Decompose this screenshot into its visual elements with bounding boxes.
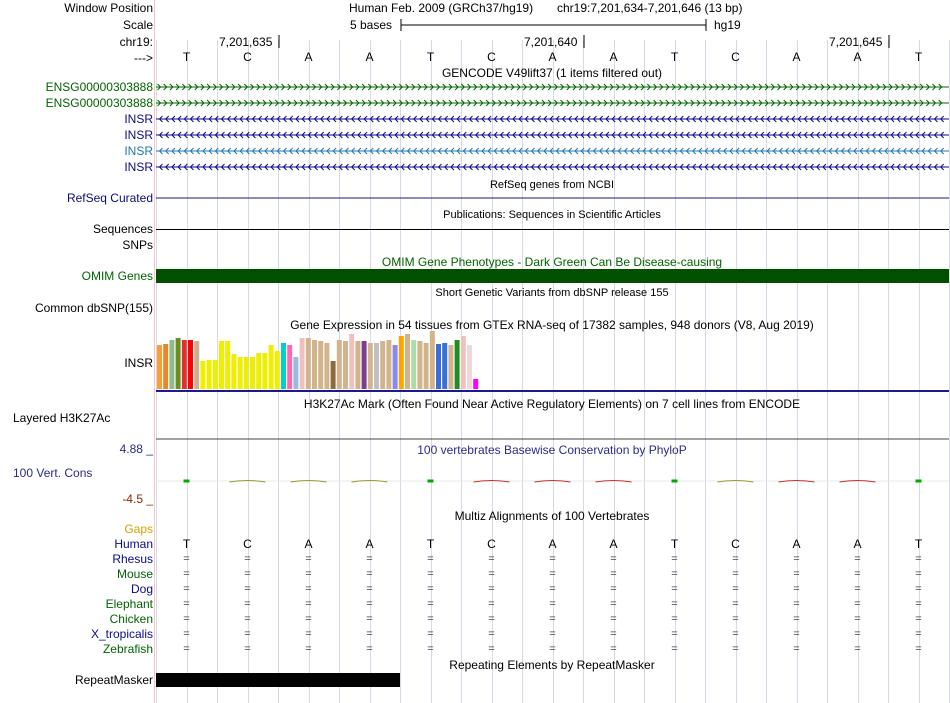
gtex-tissue-bar[interactable]	[281, 343, 286, 389]
species-label[interactable]: Human	[114, 537, 153, 551]
base-letter: C	[243, 50, 252, 64]
conservation-mark[interactable]	[916, 480, 922, 483]
omim-label[interactable]: OMIM Genes	[81, 269, 153, 283]
repeatmasker-title[interactable]: Repeating Elements by RepeatMasker	[449, 658, 655, 672]
species-label[interactable]: Dog	[130, 582, 153, 596]
species-label[interactable]: Elephant	[105, 597, 153, 611]
alignment-match-mark: =	[854, 628, 861, 640]
scale-label: Scale	[122, 18, 153, 32]
alignment-match-mark: =	[366, 613, 373, 625]
gtex-tissue-bar[interactable]	[200, 361, 205, 389]
gtex-tissue-bar[interactable]	[231, 354, 236, 389]
alignment-match-mark: =	[793, 553, 800, 565]
gtex-tissue-bar[interactable]	[250, 357, 255, 389]
repeatmasker-label[interactable]: RepeatMasker	[74, 673, 153, 687]
gtex-tissue-bar[interactable]	[362, 341, 367, 389]
alignment-match-mark: =	[366, 553, 373, 565]
human-base-letter: C	[731, 537, 740, 551]
gencode-gene-label[interactable]: INSR	[124, 112, 153, 126]
alignment-match-mark: =	[488, 613, 495, 625]
gtex-tissue-bar[interactable]	[225, 341, 230, 389]
gtex-tissue-bar[interactable]	[399, 336, 404, 389]
alignment-match-mark: =	[915, 553, 922, 565]
alignment-match-mark: =	[610, 553, 617, 565]
base-letter: C	[487, 50, 496, 64]
omim-feature-bar[interactable]	[156, 269, 949, 283]
gencode-gene-label[interactable]: INSR	[124, 128, 153, 142]
gtex-tissue-bar[interactable]	[405, 334, 410, 389]
alignment-match-mark: =	[610, 643, 617, 655]
h3k27ac-label[interactable]: Layered H3K27Ac	[13, 411, 111, 425]
gtex-tissue-bar[interactable]	[318, 341, 323, 389]
gtex-tissue-bar[interactable]	[368, 343, 373, 389]
alignment-match-mark: =	[244, 613, 251, 625]
alignment-match-mark: =	[671, 628, 678, 640]
gencode-gene-label[interactable]: ENSG00000303888	[45, 96, 153, 110]
base-letter: A	[548, 50, 557, 64]
alignment-match-mark: =	[549, 553, 556, 565]
gtex-tissue-bar[interactable]	[473, 379, 478, 389]
alignment-match-mark: =	[854, 553, 861, 565]
gtex-tissue-bar[interactable]	[262, 353, 267, 389]
human-base-letter: A	[548, 537, 557, 551]
multiz-title[interactable]: Multiz Alignments of 100 Vertebrates	[454, 509, 650, 523]
gtex-tissue-bar[interactable]	[194, 341, 199, 389]
alignment-match-mark: =	[183, 628, 190, 640]
gtex-tissue-bar[interactable]	[393, 345, 398, 389]
alignment-match-mark: =	[244, 643, 251, 655]
tick-label: 7,201,640	[524, 35, 578, 49]
alignment-match-mark: =	[915, 568, 922, 580]
gtex-tissue-bar[interactable]	[269, 345, 274, 389]
alignment-match-mark: =	[793, 568, 800, 580]
alignment-match-mark: =	[549, 643, 556, 655]
alignment-match-mark: =	[183, 568, 190, 580]
alignment-match-mark: =	[488, 568, 495, 580]
gtex-tissue-bar[interactable]	[349, 334, 354, 389]
gtex-tissue-bar[interactable]	[461, 336, 466, 389]
alignment-match-mark: =	[488, 628, 495, 640]
dbsnp-label[interactable]: Common dbSNP(155)	[34, 301, 153, 315]
base-letter: A	[365, 50, 374, 64]
alignment-match-mark: =	[915, 598, 922, 610]
gtex-tissue-bar[interactable]	[219, 341, 224, 389]
alignment-match-mark: =	[244, 628, 251, 640]
conservation-max-label: 4.88 _	[119, 442, 153, 456]
alignment-match-mark: =	[610, 613, 617, 625]
alignment-match-mark: =	[488, 583, 495, 595]
base-letter: A	[853, 50, 862, 64]
chrom-label: chr19:	[119, 35, 153, 49]
alignment-match-mark: =	[854, 598, 861, 610]
alignment-match-mark: =	[244, 583, 251, 595]
human-base-letter: T	[670, 537, 679, 551]
gtex-tissue-bar[interactable]	[293, 357, 298, 389]
alignment-match-mark: =	[732, 583, 739, 595]
window-position-label: Window Position	[64, 1, 153, 15]
alignment-match-mark: =	[915, 643, 922, 655]
base-letter: C	[731, 50, 740, 64]
alignment-match-mark: =	[183, 583, 190, 595]
alignment-match-mark: =	[671, 643, 678, 655]
species-label[interactable]: Chicken	[109, 612, 153, 626]
gtex-tissue-bar[interactable]	[380, 341, 385, 389]
gtex-tissue-bar[interactable]	[337, 340, 342, 389]
alignment-match-mark: =	[366, 598, 373, 610]
alignment-match-mark: =	[244, 553, 251, 565]
alignment-match-mark: =	[183, 553, 190, 565]
conservation-min-label: -4.5 _	[122, 492, 153, 506]
alignment-match-mark: =	[427, 553, 434, 565]
human-base-letter: C	[243, 537, 252, 551]
snps-label[interactable]: SNPs	[122, 238, 153, 252]
alignment-match-mark: =	[793, 628, 800, 640]
gaps-label[interactable]: Gaps	[124, 522, 153, 536]
alignment-match-mark: =	[854, 583, 861, 595]
alignment-match-mark: =	[244, 598, 251, 610]
base-letter: A	[304, 50, 313, 64]
alignment-match-mark: =	[732, 553, 739, 565]
gtex-tissue-bar[interactable]	[176, 338, 181, 389]
alignment-match-mark: =	[488, 598, 495, 610]
gtex-tissue-bar[interactable]	[343, 341, 348, 389]
publications-label[interactable]: Sequences	[92, 222, 153, 236]
gtex-tissue-bar[interactable]	[188, 340, 193, 389]
gtex-tissue-bar[interactable]	[355, 341, 360, 389]
gtex-tissue-bar[interactable]	[430, 331, 435, 389]
alignment-match-mark: =	[305, 613, 312, 625]
gtex-title[interactable]: Gene Expression in 54 tissues from GTEx RNA-seq of 17382 samples, 948 donors (V8, Aug 2019)	[290, 318, 814, 332]
alignment-match-mark: =	[183, 613, 190, 625]
gtex-tissue-bar[interactable]	[244, 357, 249, 389]
alignment-match-mark: =	[793, 598, 800, 610]
gencode-gene-label[interactable]: INSR	[124, 144, 153, 158]
alignment-match-mark: =	[854, 613, 861, 625]
species-label[interactable]: X_tropicalis	[90, 627, 153, 641]
gtex-tissue-bar[interactable]	[411, 340, 416, 389]
position-text[interactable]: chr19:7,201,634-7,201,646 (13 bp)	[557, 1, 743, 15]
alignment-match-mark: =	[366, 568, 373, 580]
gtex-tissue-bar[interactable]	[182, 340, 187, 389]
species-label[interactable]: Zebrafish	[102, 642, 153, 656]
alignment-match-mark: =	[610, 583, 617, 595]
alignment-match-mark: =	[854, 643, 861, 655]
gtex-tissue-bar[interactable]	[207, 360, 212, 389]
conservation-label[interactable]: 100 Vert. Cons	[13, 466, 93, 480]
base-letter: A	[792, 50, 801, 64]
alignment-match-mark: =	[305, 583, 312, 595]
human-base-letter: A	[609, 537, 618, 551]
alignment-match-mark: =	[610, 598, 617, 610]
gtex-tissue-bar[interactable]	[386, 340, 391, 389]
alignment-match-mark: =	[305, 643, 312, 655]
alignment-match-mark: =	[793, 643, 800, 655]
gtex-tissue-bar[interactable]	[374, 343, 379, 389]
assembly-text: Human Feb. 2009 (GRCh37/hg19)	[349, 1, 534, 15]
alignment-match-mark: =	[732, 613, 739, 625]
alignment-match-mark: =	[671, 568, 678, 580]
base-letter: A	[609, 50, 618, 64]
alignment-match-mark: =	[610, 568, 617, 580]
gtex-tissue-bar[interactable]	[163, 344, 168, 389]
alignment-match-mark: =	[671, 583, 678, 595]
alignment-match-mark: =	[915, 583, 922, 595]
conservation-mark[interactable]	[184, 480, 190, 483]
gtex-tissue-bar[interactable]	[324, 343, 329, 389]
conservation-title[interactable]: 100 vertebrates Basewise Conservation by PhyloP	[417, 443, 687, 457]
refseq-label[interactable]: RefSeq Curated	[66, 191, 153, 205]
base-letter: T	[670, 50, 679, 64]
human-base-letter: A	[853, 537, 862, 551]
gtex-tissue-bar[interactable]	[436, 344, 441, 389]
gtex-tissue-bar[interactable]	[287, 345, 292, 389]
scale-text: 5 bases	[350, 18, 393, 32]
gtex-tissue-bar[interactable]	[238, 357, 243, 389]
alignment-match-mark: =	[732, 628, 739, 640]
alignment-match-mark: =	[549, 598, 556, 610]
alignment-match-mark: =	[244, 568, 251, 580]
alignment-match-mark: =	[671, 553, 678, 565]
gtex-label[interactable]: INSR	[124, 356, 153, 370]
alignment-match-mark: =	[305, 598, 312, 610]
gtex-tissue-bar[interactable]	[467, 345, 472, 389]
alignment-match-mark: =	[732, 568, 739, 580]
gtex-tissue-bar[interactable]	[424, 343, 429, 389]
tick-label: 7,201,645	[829, 35, 883, 49]
species-label[interactable]: Rhesus	[112, 552, 153, 566]
gtex-tissue-bar[interactable]	[300, 338, 305, 389]
gtex-tissue-bar[interactable]	[448, 345, 453, 389]
conservation-mark[interactable]	[428, 480, 434, 483]
human-base-letter: A	[792, 537, 801, 551]
alignment-match-mark: =	[793, 583, 800, 595]
gtex-tissue-bar[interactable]	[312, 340, 317, 389]
repeat-element-bar[interactable]	[156, 673, 400, 687]
alignment-match-mark: =	[549, 568, 556, 580]
gencode-title[interactable]: GENCODE V49lift37 (1 items filtered out)	[441, 66, 663, 80]
alignment-match-mark: =	[427, 643, 434, 655]
gtex-tissue-bar[interactable]	[256, 353, 261, 389]
dbsnp-title[interactable]: Short Genetic Variants from dbSNP release 155	[435, 287, 669, 299]
base-letter: T	[426, 50, 435, 64]
alignment-match-mark: =	[305, 568, 312, 580]
alignment-match-mark: =	[549, 628, 556, 640]
alignment-match-mark: =	[732, 598, 739, 610]
publications-title[interactable]: Publications: Sequences in Scientific Articles	[443, 209, 661, 221]
alignment-match-mark: =	[427, 583, 434, 595]
alignment-match-mark: =	[366, 643, 373, 655]
alignment-match-mark: =	[915, 613, 922, 625]
gtex-tissue-bar[interactable]	[275, 351, 280, 389]
alignment-match-mark: =	[915, 628, 922, 640]
gtex-tissue-bar[interactable]	[169, 340, 174, 389]
alignment-match-mark: =	[366, 583, 373, 595]
alignment-match-mark: =	[732, 643, 739, 655]
alignment-match-mark: =	[427, 598, 434, 610]
human-base-letter: T	[182, 537, 191, 551]
human-base-letter: C	[487, 537, 496, 551]
alignment-match-mark: =	[427, 613, 434, 625]
alignment-match-mark: =	[549, 583, 556, 595]
strand-arrow-label: --->	[134, 51, 153, 65]
alignment-match-mark: =	[488, 553, 495, 565]
gtex-tissue-bar[interactable]	[442, 343, 447, 389]
alignment-match-mark: =	[549, 613, 556, 625]
alignment-match-mark: =	[305, 628, 312, 640]
alignment-match-mark: =	[366, 628, 373, 640]
tick-label: 7,201,635	[219, 35, 273, 49]
alignment-match-mark: =	[427, 628, 434, 640]
alignment-match-mark: =	[671, 598, 678, 610]
gtex-tissue-bar[interactable]	[306, 338, 311, 389]
human-base-letter: T	[426, 537, 435, 551]
gencode-gene-label[interactable]: ENSG00000303888	[45, 80, 153, 94]
gtex-tissue-bar[interactable]	[213, 360, 218, 389]
gtex-tissue-bar[interactable]	[455, 340, 460, 389]
alignment-match-mark: =	[671, 613, 678, 625]
alignment-match-mark: =	[305, 553, 312, 565]
refseq-title[interactable]: RefSeq genes from NCBI	[489, 179, 615, 191]
db-text: hg19	[714, 18, 741, 32]
alignment-match-mark: =	[427, 568, 434, 580]
alignment-match-mark: =	[183, 643, 190, 655]
alignment-match-mark: =	[610, 628, 617, 640]
base-letter: T	[182, 50, 191, 64]
human-base-letter: A	[304, 537, 313, 551]
alignment-match-mark: =	[488, 643, 495, 655]
h3k27ac-title[interactable]: H3K27Ac Mark (Often Found Near Active Regulatory Elements) on 7 cell lines from ENCODE	[303, 397, 801, 411]
conservation-mark[interactable]	[672, 480, 678, 483]
gencode-gene-label[interactable]: INSR	[124, 160, 153, 174]
human-base-letter: T	[914, 537, 923, 551]
alignment-match-mark: =	[183, 598, 190, 610]
alignment-match-mark: =	[854, 568, 861, 580]
gtex-tissue-bar[interactable]	[417, 341, 422, 389]
species-label[interactable]: Mouse	[116, 567, 153, 581]
human-base-letter: A	[365, 537, 374, 551]
alignment-match-mark: =	[793, 613, 800, 625]
base-letter: T	[914, 50, 923, 64]
omim-title[interactable]: OMIM Gene Phenotypes - Dark Green Can Be Disease-causing	[381, 255, 723, 269]
gtex-tissue-bar[interactable]	[157, 345, 162, 389]
gtex-tissue-bar[interactable]	[331, 361, 336, 389]
